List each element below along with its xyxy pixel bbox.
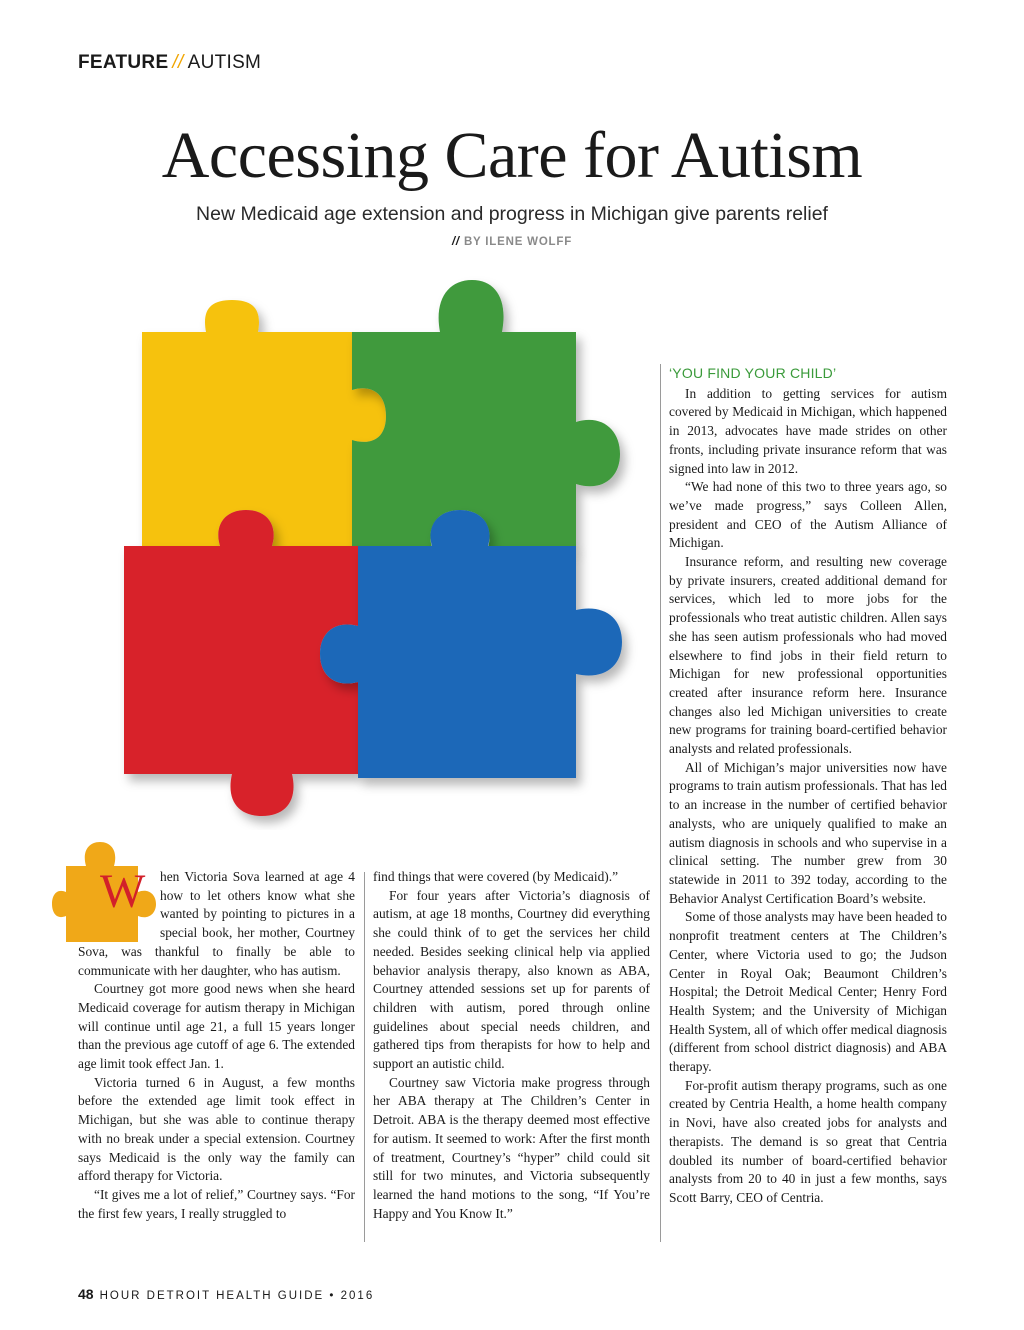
col1-paragraph: “It gives me a lot of relief,” Courtney says. “For the first few years, I really struggled to <box>78 1186 355 1221</box>
blue-puzzle-piece <box>320 510 622 778</box>
section-topic: AUTISM <box>187 52 262 73</box>
puzzle-illustration <box>110 270 660 830</box>
col3-paragraph: “We had none of this two to three years ago, so we’ve made progress,” says Colleen Allen, president and CEO of the Autism Alliance of Michigan. <box>669 479 947 551</box>
col1-paragraph: hen Victoria Sova learned at age 4 how to let others know what she wanted by pointing to pictures in a special book, her mother, Courtney Sova, was thankful to finally be able to communicate with her daughter, who has autism. <box>78 869 355 978</box>
section-slashes: // <box>172 52 184 73</box>
section-label <box>78 52 261 74</box>
byline-author: BY ILENE WOLFF <box>463 236 573 248</box>
byline <box>0 236 1024 248</box>
col2-paragraph: find things that were covered (by Medicaid).” <box>373 869 619 884</box>
col3-paragraph: All of Michigan’s major universities now have programs to train autism professionals. That has led to an increase in the number of certified behavior analysts, who are uniquely qualified to make an autism diagnosis in schools and who supervise in a clinical setting. The number grew from 30 statewide in 2011 to 392 today, according to the Behavior Analyst Certification Board’s website. <box>669 759 947 906</box>
dropcap-letter: W <box>100 865 146 918</box>
publication-name: HOUR DETROIT HEALTH GUIDE • 2016 <box>99 1290 375 1302</box>
article-dek: New Medicaid age extension and progress in Michigan give parents relief <box>196 203 828 225</box>
col3-paragraph: Some of those analysts may have been headed to nonprofit treatment centers at The Children’s Center, where Victoria used to go; the Judson Center in Royal Oak; Beaumont Children’s Hospital; the Detroit Medical Center; Henry Ford Health System; and the University of Michigan Health System, all of which offer medical diagnosis (different from school district diagnosis) and ABA therapy. <box>669 909 947 1075</box>
col3-paragraph: For-profit autism therapy programs, such as one created by Centria Health, a home health company in Novi, have also created jobs for analysts and therapists. The demand is so great that Centria doubled its number of board-certified behavior analysts from 20 to 40 in just a few months, says Scott Barry, CEO of Centria. <box>669 1077 947 1205</box>
article-column-1 <box>78 865 355 1223</box>
page-footer <box>78 1286 374 1302</box>
section-subhead: ‘YOU FIND YOUR CHILD’ <box>669 365 837 381</box>
col1-paragraph: Victoria turned 6 in August, a few months before the extended age limit took effect in Michigan, but she was able to continue therapy with no break under a special extension. Courtney says Medicaid is the only way the family can afford therapy for Victoria. <box>78 1074 355 1184</box>
byline-slashes: // <box>451 236 460 248</box>
article-title: Accessing Care for Autism <box>161 119 863 192</box>
col2-paragraph: Courtney saw Victoria make progress through her ABA therapy at The Children’s Center in Detroit. ABA is the therapy deemed most effective for autism. It seemed to work: After the first month of treatment, Courtney’s “hyper” child could sit still for two minutes, and Victoria subsequently learned the hand motions to the song, “If You’re Happy and You Know It.” <box>373 1074 650 1221</box>
col2-paragraph: For four years after Victoria’s diagnosis of autism, at age 18 months, Courtney did everything she could think of to get the services her child needed. Besides seeking clinical help via applied behavior analysis therapy, also known as ABA, Courtney attended sessions set up for parents of children with autism, pored through online guidelines about special needs children, and gathered tips from therapists for how to help and support an autistic child. <box>373 887 650 1072</box>
col3-paragraph: In addition to getting services for autism covered by Medicaid in Michigan, which happened in 2013, advocates have made strides on other fronts, including private insurance reform that was signed into law in 2012. <box>669 385 947 476</box>
yellow-puzzle-piece <box>142 300 386 546</box>
article-column-2 <box>373 868 650 1223</box>
col3-paragraph: Insurance reform, and resulting new coverage by private insurers, created additional demand for services, which led to more jobs for the professionals who treat autistic children. Allen says she has seen autism professionals who had moved elsewhere to find jobs in their field return to Michigan for new professional opportunities created after insurance reform here. Insurance changes also led Michigan universities to create new programs for training board-certified behavior analysts and related professionals. <box>669 554 947 757</box>
article-column-3 <box>669 364 947 1208</box>
section-kicker: FEATURE <box>78 52 169 73</box>
page-number: 48 <box>78 1286 94 1302</box>
col1-paragraph: Courtney got more good news when she heard Medicaid coverage for autism therapy in Michigan will continue until age 21, a full 15 years longer than the previous age cutoff of age 6. The extended age limit took effect Jan. 1. <box>78 981 355 1072</box>
dropcap <box>78 865 160 940</box>
column-rule-1 <box>364 872 365 1242</box>
column-rule-2 <box>660 364 661 1242</box>
green-puzzle-piece <box>352 280 620 548</box>
